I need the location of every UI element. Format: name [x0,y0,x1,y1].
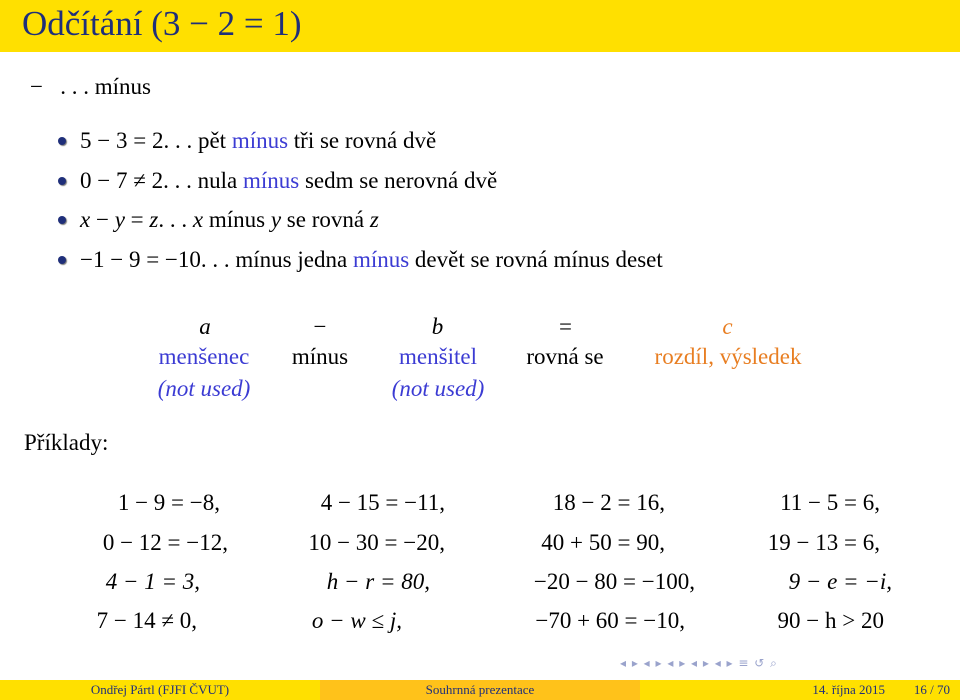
intro-dash: − [30,74,43,99]
term-symbol-minus: − [313,314,327,339]
title-bar [0,0,960,52]
example-cell: h − r = 80, [326,569,430,594]
bullet-math: −1 − 9 = −10 [80,247,201,272]
example-cell: o − w ≤ j, [311,608,402,633]
bullet-var: y [270,207,282,232]
term-equals: rovná se [526,344,604,369]
bullet-item [80,245,663,275]
example-cell: −20 − 80 = −100, [533,569,695,594]
bullet-text: . . . [158,207,193,232]
term-subtrahend: menšitel [399,344,477,369]
bullet-text: tři se rovná dvě [288,128,437,153]
example-cell: 11 − 5 = 6, [780,490,880,515]
term-symbol-c: c [722,314,733,339]
bullet-highlight: mínus [352,247,410,272]
example-cell: 4 − 1 = 3, [105,569,200,594]
term-difference: rozdíl, výsledek [654,344,802,369]
footer-page-number: 16 / 70 [913,682,950,697]
footer-right [640,680,960,700]
term-note: (not used) [391,376,485,401]
examples-label: Příklady: [24,430,109,455]
example-cell: 40 + 50 = 90, [541,530,665,555]
term-symbol-b: b [431,314,444,339]
example-cell: 10 − 30 = −20, [308,530,445,555]
bullet-text: . . . pět [163,128,232,153]
bullet-math: y [114,207,125,232]
bullet-text: se rovná [281,207,370,232]
footer-date: 14. října 2015 [812,682,885,697]
bullet-icon [58,177,66,185]
footer [0,680,960,700]
example-cell: 7 − 14 ≠ 0, [96,608,197,633]
example-cell: 90 − h > 20 [777,608,884,633]
footer-author: Ondřej Pártl (FJFI ČVUT) [0,680,320,700]
bullet-var: z [369,207,379,232]
bullet-icon [58,137,66,145]
example-cell: 18 − 2 = 16, [552,490,665,515]
example-cell: 1 − 9 = −8, [117,490,220,515]
bullet-item [80,205,379,235]
example-cell: 0 − 12 = −12, [102,530,228,555]
slide-title: Odčítání (3 − 2 = 1) [22,4,302,43]
footer-title: Souhrnná prezentace [320,680,640,700]
example-cell: 9 − e = −i, [788,569,892,594]
bullet-text: mínus [203,207,271,232]
bullet-math: = [124,207,150,232]
bullet-text: . . . mínus jedna [200,247,353,272]
bullet-item [80,166,497,196]
bullet-math: − [90,207,115,232]
bullet-text: devět se rovná mínus deset [409,247,663,272]
example-cell: −70 + 60 = −10, [535,608,685,633]
beamer-navigation[interactable]: ◂ ▸ ◂ ▸ ◂ ▸ ◂ ▸ ◂ ▸ ≡ ↺ ⌕ [620,656,778,670]
term-minus: mínus [291,344,349,369]
bullet-icon [58,256,66,264]
bullet-math: z [149,207,159,232]
bullet-math: x [80,207,91,232]
bullet-math: 0 − 7 ≠ 2 [80,168,164,193]
example-cell: 19 − 13 = 6, [767,530,880,555]
bullet-item [80,126,436,156]
bullet-var: x [192,207,204,232]
term-note: (not used) [157,376,251,401]
example-cell: 4 − 15 = −11, [320,490,445,515]
term-minuend: menšenec [158,344,250,369]
intro-text: . . . mínus [60,74,151,99]
intro-line [30,72,151,102]
bullet-highlight: mínus [242,168,300,193]
term-symbol-equals: = [559,314,572,339]
bullet-icon [58,216,66,224]
bullet-text: sedm se nerovná dvě [299,168,498,193]
term-symbol-a: a [199,314,211,339]
bullet-text: . . . nula [163,168,243,193]
bullet-highlight: mínus [231,128,289,153]
bullet-math: 5 − 3 = 2 [80,128,164,153]
